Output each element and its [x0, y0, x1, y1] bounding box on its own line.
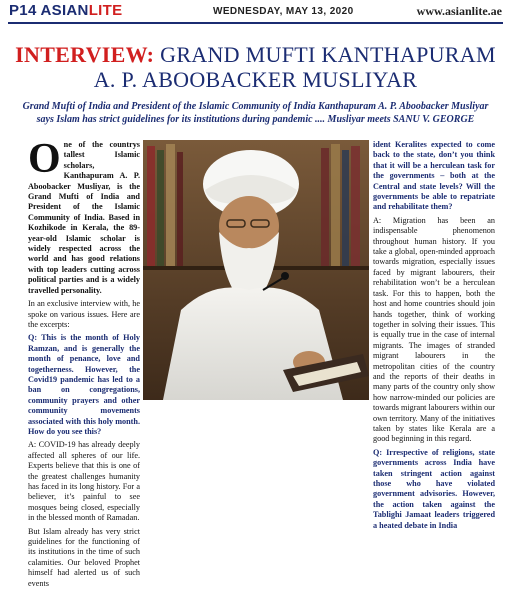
portrait-photo — [143, 140, 369, 400]
drop-cap: O — [28, 136, 61, 182]
intro-paragraph — [28, 136, 140, 296]
brand-block — [9, 2, 122, 19]
left-column — [28, 136, 140, 592]
headline-line-2: A. P. ABOOBACKER MUSLIYAR — [93, 67, 418, 92]
issue-date: WEDNESDAY, MAY 13, 2020 — [213, 6, 354, 17]
masthead-rule — [8, 22, 503, 24]
question-1: Q: This is the month of Holy Ramzan, and is generally the month of penance, love and togetherness. However, the Covid19 pandemic has led to a ban on congregations, community prayers and other community movements associated with this holy month. How do you see this? — [28, 333, 140, 436]
brand-accent: LITE — [88, 2, 123, 19]
headline-kicker: INTERVIEW: — [15, 42, 155, 67]
question-3: Q: Irrespective of religions, state governments across India have taken stringent action against those who have violated government advisories. However, the action taken against the Tablighi Jamaat leaders triggered a heated debate in India — [373, 447, 495, 530]
portrait-illustration — [143, 140, 369, 400]
website-url: www.asianlite.ae — [416, 4, 502, 18]
answer-1: A: COVID-19 has already deeply affected all spheres of our life. Experts believe that this is one of the greatest challenges humanity has faced in its long history. For a believer, it’s painful to see mosques being closed, especially in the blessed month of Ramadan. — [28, 440, 140, 523]
intro-note: In an exclusive interview with, he spoke on various issues. Here are the excerpts: — [28, 299, 140, 329]
headline-subject: GRAND MUFTI KANTHAPURAM — [160, 42, 496, 67]
answer-2: A: Migration has been an indispensable phenomenon throughout human history. If you take a global, open-minded approach towards migration, especially issues faced by migrant labourers, their rehabilitation won’t be a herculean task. For this to happen, both the host and home countries should join hands together, think of working together in solving their issues. This is equally true in the case of internal migrants. The images of stranded migrant labourers in the metropolitan cities of the country and the reports of their deaths in many parts of the country only show how narrow-minded our policies are towards migrant labourers within our own territory. Many of the initiatives taken by states like Kerala are a good beginning in this regard. — [373, 215, 495, 444]
page-number: P14 — [9, 2, 37, 19]
answer-1-cont: But Islam already has very strict guidelines for the functioning of its institutions in the time of such calamities. Our beloved Prophet himself had alerted us of such events — [28, 526, 140, 588]
brand-name: ASIAN — [40, 2, 89, 19]
question-2-cont: ident Keralites expected to come back to the state, don’t you think that it will be a herculean task for the governments – both at the Central and state levels? Will the governments be able to repatriate and rehabilitate them? — [373, 140, 495, 212]
masthead — [0, 0, 511, 22]
standfirst: Grand Mufti of India and President of the Islamic Community of India Kanthapuram A. P. Aboobacker Musliyar says Islam has strict guidelines for its institutions during pandemic .... Musliyar meets SANU V. GEORGE — [22, 101, 489, 125]
intro-text: ne of the countrys tallest Islamic scholars, Kanthapuram A. P. Aboobacker Musliyar, is the Grand Mufti of India and President of the Islamic Community of India. Based in Kozhikode in Kerala, the 89-year-old Islamic scholar is widely respected across the world and has good relations with top leaders cutting across political parties and is a widely travelled personality. — [28, 140, 140, 295]
headline-line-1 — [0, 43, 511, 67]
right-column — [373, 140, 495, 534]
